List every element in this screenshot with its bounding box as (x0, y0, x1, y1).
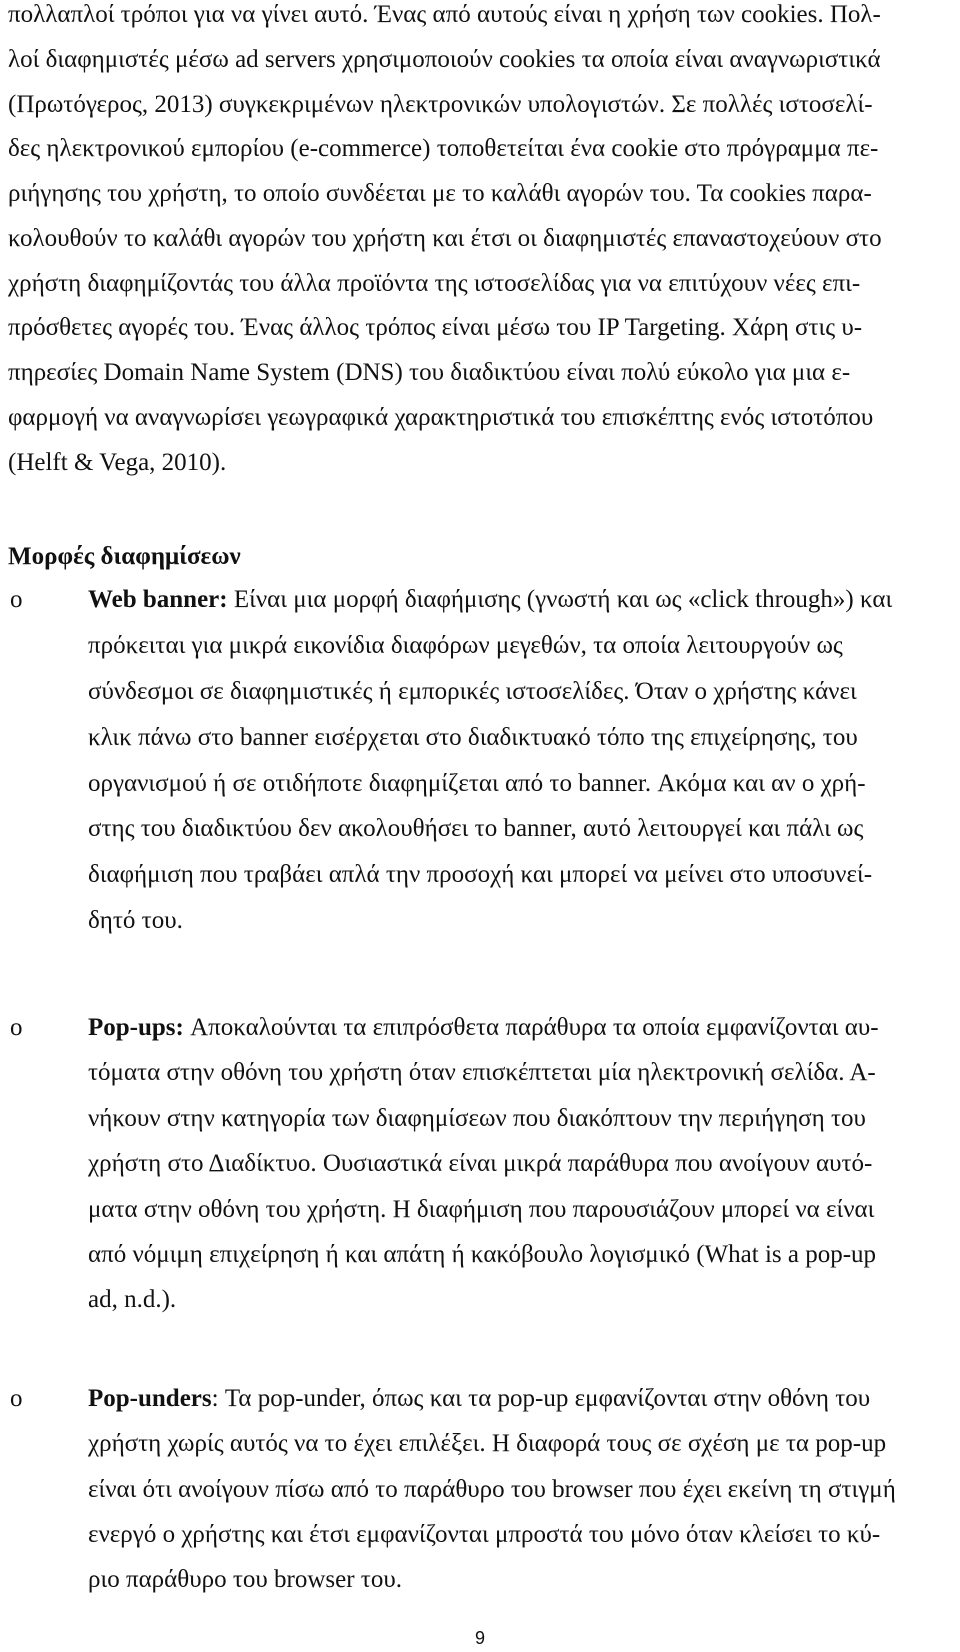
text-line: χρήστη στο Διαδίκτυο. Ουσιαστικά είναι μικρά παράθυρα που ανοίγουν αυτό- (88, 1150, 873, 1178)
bullet-term: Pop-unders (88, 1385, 212, 1412)
bullet-marker: o (10, 586, 23, 613)
bullet-text (88, 1013, 952, 1331)
text-line (88, 585, 952, 615)
text-line: λοί διαφημιστές μέσω ad servers χρησιμοποιούν cookies τα οποία είναι αναγνωριστικά (8, 45, 881, 73)
text-line: πηρεσίες Domain Name System (DNS) του διαδικτύου είναι πολύ εύκολο για μια ε- (8, 359, 851, 386)
document-page (8, 0, 952, 1652)
text-line: σύνδεσμοι σε διαφημιστικές ή εμπορικές ιστοσελίδες. Όταν ο χρήστης κάνει (88, 677, 857, 705)
text-line: στης του διαδικτύου δεν ακολουθήσει το banner, αυτό λειτουργεί και πάλι ως (88, 815, 864, 843)
text-line: δητό του. (88, 907, 183, 935)
text-line: από νόμιμη επιχείρηση ή και απάτη ή κακόβουλο λογισμικό (What is a pop-up (88, 1240, 877, 1268)
text-line: ματα στην οθόνη του χρήστη. Η διαφήμιση που παρουσιάζουν μπορεί να είναι (88, 1195, 875, 1223)
text-line: κλικ πάνω στο banner εισέρχεται στο διαδικτυακό τόπο της επιχείρησης, του (88, 723, 858, 751)
intro-paragraph (8, 0, 952, 492)
text-line: διαφήμιση που τραβάει απλά την προσοχή και μπορεί να μείνει στο υποσυνεί- (88, 861, 873, 889)
bullet-term-rest: : Τα pop-under, όπως και τα pop-up εμφανίζονται στην οθόνη του (211, 1385, 871, 1412)
text-line: κολουθούν το καλάθι αγορών του χρήστη και έτσι οι διαφημιστές επαναστοχεύουν στο (8, 224, 882, 252)
bullet-term-rest: Είναι μια μορφή διαφήμισης (γνωστή και ως «click through») και (227, 586, 893, 613)
text-line: ριο παράθυρο του browser του. (88, 1566, 402, 1594)
text-line: δες ηλεκτρονικού εμπορίου (e-commerce) τοποθετείται ένα cookie στο πρόγραμμα πε- (8, 135, 879, 163)
text-line: (Πρωτόγερος, 2013) συγκεκριμένων ηλεκτρονικών υπολογιστών. Σε πολλές ιστοσελί- (8, 90, 873, 118)
text-line (88, 1384, 952, 1414)
section-heading: Μορφές διαφημίσεων (8, 543, 241, 570)
text-line: είναι ότι ανοίγουν πίσω από το παράθυρο του browser που έχει εκείνη τη στιγμή (88, 1475, 896, 1503)
bullet-term-rest: Αποκαλούνται τα επιπρόσθετα παράθυρα τα οποία εμφανίζονται αυ- (183, 1014, 879, 1041)
text-line: χρήστη χωρίς αυτός να το έχει επιλέξει. Η διαφορά τους σε σχέση με τα pop-up (88, 1430, 887, 1458)
bullet-term: Web banner: (88, 586, 228, 613)
text-line: νήκουν στην κατηγορία των διαφημίσεων που διακόπτουν την περιήγηση του (88, 1104, 866, 1132)
text-line: ριήγησης του χρήστη, το οποίο συνδέεται με το καλάθι αγορών του. Τα cookies παρα- (8, 180, 872, 207)
page-number: 9 (474, 1628, 485, 1648)
text-line: πρόσθετες αγορές του. Ένας άλλος τρόπος είναι μέσω του IP Targeting. Χάρη στις υ- (8, 314, 863, 342)
text-line: ενεργό ο χρήστης και έτσι εμφανίζονται μπροστά του μόνο όταν κλείσει το κύ- (88, 1520, 881, 1548)
bullet-text (88, 1384, 952, 1610)
text-line (88, 1013, 952, 1043)
bullet-term: Pop-ups: (88, 1014, 184, 1041)
text-line: φαρμογή να αναγνωρίσει γεωγραφικά χαρακτηριστικά του επισκέπτης ενός ιστοτόπου (8, 403, 874, 431)
text-line: ad, n.d.). (88, 1286, 177, 1314)
text-line: οργανισμού ή σε οτιδήποτε διαφημίζεται από το banner. Ακόμα και αν ο χρή- (88, 769, 866, 797)
text-line: πρόκειται για μικρά εικονίδια διαφόρων μεγεθών, τα οποία λειτουργούν ως (88, 631, 843, 659)
text-line: πολλαπλοί τρόποι για να γίνει αυτό. Ένας από αυτούς είναι η χρήση των cookies. Πολ- (8, 1, 881, 28)
bullet-marker: o (10, 1385, 23, 1412)
text-line: (Helft & Vega, 2010). (8, 448, 227, 476)
bullet-text (88, 585, 952, 952)
bullet-marker: o (10, 1014, 23, 1041)
text-line: χρήστη διαφημίζοντάς του άλλα προϊόντα της ιστοσελίδας για να επιτύχουν νέες επι- (8, 269, 861, 297)
text-line: τόματα στην οθόνη του χρήστη όταν επισκέπτεται μία ηλεκτρονική σελίδα. Α- (88, 1059, 876, 1087)
